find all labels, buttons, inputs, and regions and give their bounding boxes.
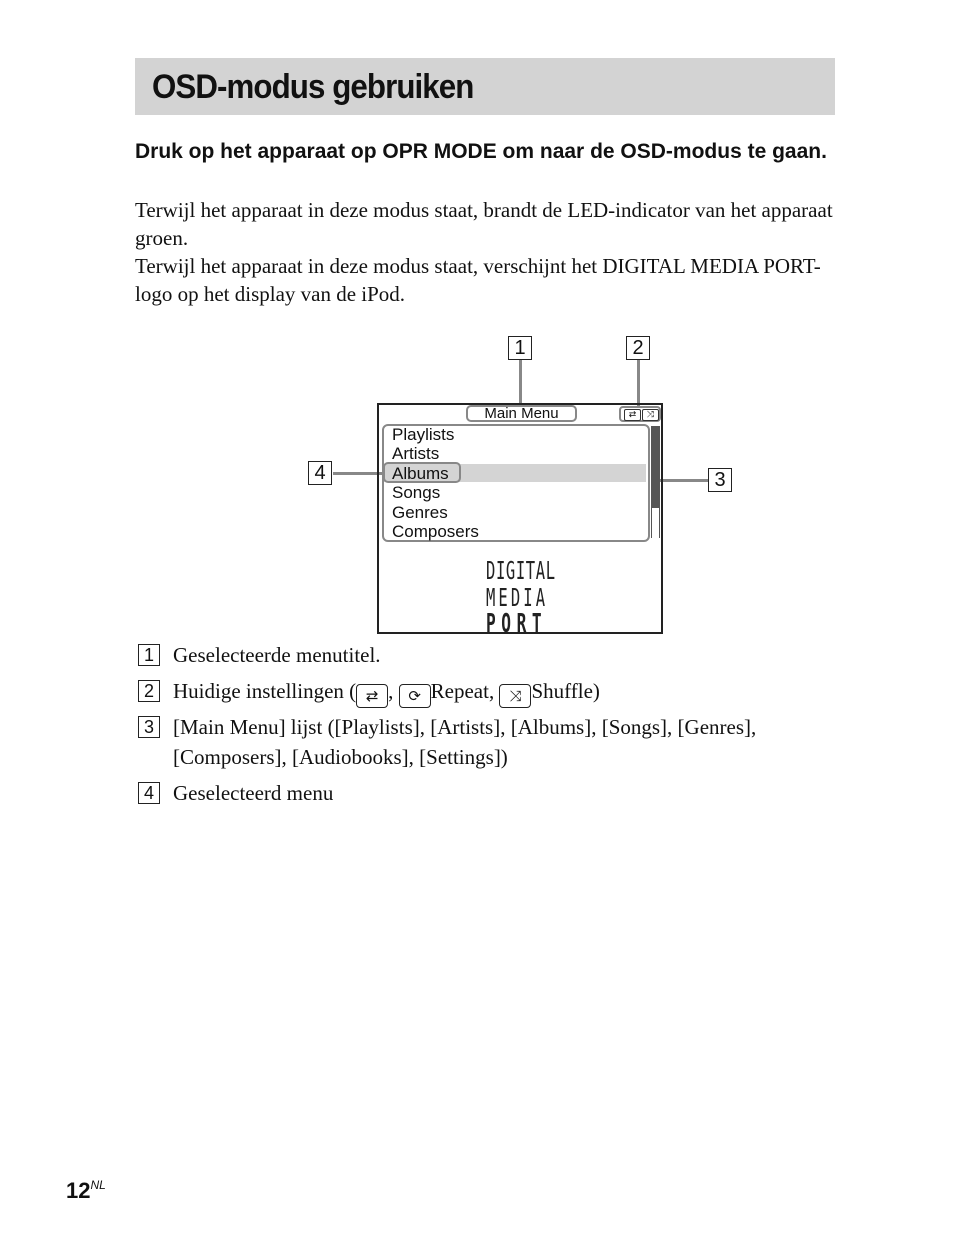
page-number [66,1178,106,1204]
page-number-value: 12 [66,1178,91,1203]
menu-item-albums[interactable]: Albums [392,464,449,483]
screen-title-tab: Main Menu [466,405,577,422]
legend-num-4: 4 [138,782,160,804]
legend-text-1: Geselecteerde menutitel. [173,643,381,667]
shuffle-icon: ⤨ [642,409,659,421]
shuffle-icon: ⤨ [499,684,531,708]
logo-media: MEDIA [486,583,549,612]
menu-item-songs[interactable]: Songs [392,483,441,502]
legend-2-prefix: Huidige instellingen ( [173,679,357,703]
callout-3: 3 [708,468,732,492]
callout-4: 4 [308,461,332,485]
page-title: OSD-modus gebruiken [152,68,474,106]
repeat-one-icon: ⟳ [399,684,431,708]
legend-num-2: 2 [138,680,160,702]
callout-1: 1 [508,336,532,360]
repeat-icon: ⇄ [624,409,641,421]
scrollbar-thumb[interactable] [652,426,659,508]
legend-2-repeat: Repeat, [430,679,495,703]
legend-text-4: Geselecteerd menu [173,781,334,805]
menu-item-composers[interactable]: Composers [392,522,479,541]
legend-num-3: 3 [138,716,160,738]
legend-2-shuffle: Shuffle) [531,679,600,703]
legend-text-3 [173,712,853,772]
paragraph-logo: Terwijl het apparaat in deze modus staat, verschijnt het DIGITAL MEDIA PORT-logo op het display van de iPod. [135,254,821,306]
legend-num-1: 1 [138,644,160,666]
step-heading: Druk op het apparaat op OPR MODE om naar de OSD-modus te gaan. [135,140,827,163]
menu-item-genres[interactable]: Genres [392,503,448,522]
menu-item-playlists[interactable]: Playlists [392,425,455,444]
menu-item-artists[interactable]: Artists [392,444,440,463]
repeat-all-icon: ⇄ [356,684,388,708]
logo-digital: DIGITAL [486,556,556,585]
page-language-suffix: NL [90,1178,106,1192]
settings-indicator [619,406,661,422]
menu-scrollbar[interactable] [651,426,660,538]
leader-line-1 [519,360,522,406]
legend-text-2 [173,676,853,708]
callout-2: 2 [626,336,650,360]
legend-3-line2: [Composers], [Audiobooks], [Settings]) [173,745,508,769]
legend-2-comma: , [388,679,394,703]
paragraph-led: Terwijl het apparaat in deze modus staat, brandt de LED-indicator van het apparaat groen. [135,198,833,250]
logo-port: PORT [486,609,548,639]
leader-line-2 [637,360,640,407]
legend-3-line1: [Main Menu] lijst ([Playlists], [Artists], [Albums], [Songs], [Genres], [173,715,757,739]
